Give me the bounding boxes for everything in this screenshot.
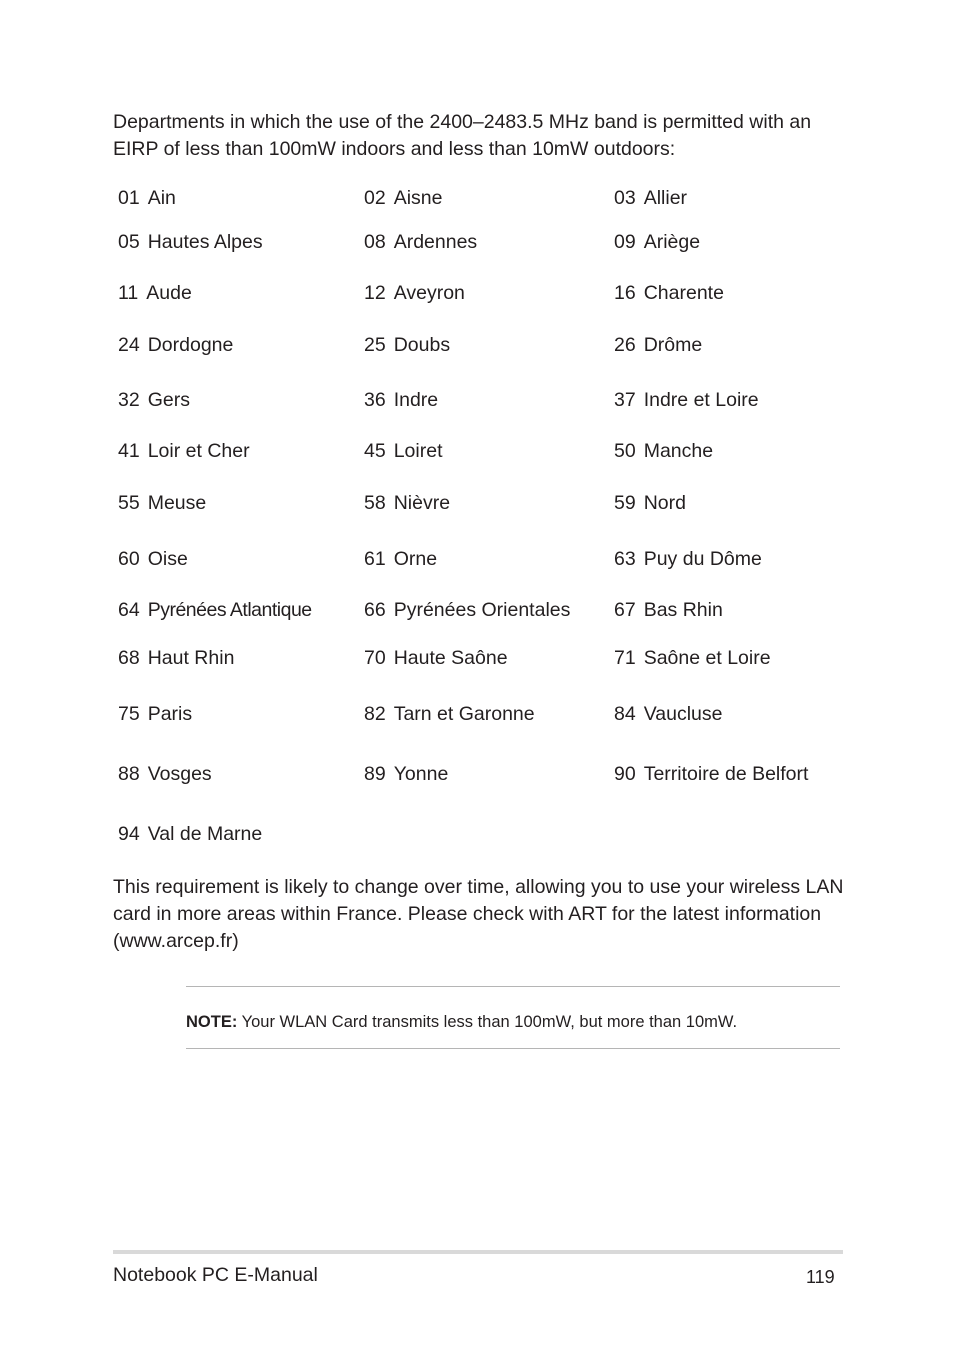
department-name: Pyrénées Atlantique bbox=[147, 599, 312, 621]
department-row bbox=[118, 819, 858, 849]
department-item bbox=[614, 227, 700, 257]
department-item bbox=[614, 183, 687, 213]
department-code: 09 bbox=[614, 231, 636, 253]
department-item bbox=[614, 436, 713, 466]
note-box bbox=[186, 1010, 840, 1034]
department-name: Indre bbox=[393, 389, 439, 411]
department-row bbox=[118, 183, 858, 213]
department-name: Indre et Loire bbox=[643, 389, 759, 411]
department-item bbox=[364, 436, 442, 466]
department-name: Saône et Loire bbox=[643, 647, 771, 669]
department-item bbox=[118, 699, 192, 729]
department-name: Oise bbox=[147, 548, 188, 570]
department-code: 05 bbox=[118, 231, 140, 253]
department-item bbox=[118, 436, 250, 466]
department-code: 89 bbox=[364, 763, 386, 785]
department-item bbox=[118, 183, 176, 213]
department-code: 64 bbox=[118, 599, 140, 621]
department-row bbox=[118, 544, 858, 574]
department-row bbox=[118, 330, 858, 360]
department-item bbox=[614, 278, 724, 308]
department-code: 32 bbox=[118, 389, 140, 411]
department-code: 41 bbox=[118, 440, 140, 462]
department-item bbox=[118, 643, 234, 673]
department-item bbox=[364, 278, 465, 308]
department-name: Nord bbox=[643, 492, 686, 514]
department-item bbox=[118, 227, 263, 257]
department-item bbox=[364, 759, 448, 789]
department-code: 11 bbox=[118, 282, 139, 304]
department-item bbox=[364, 544, 437, 574]
department-code: 90 bbox=[614, 763, 636, 785]
department-name: Ariège bbox=[643, 231, 701, 253]
outro-paragraph: This requirement is likely to change over time, allowing you to use your wireless LAN card in more areas within France. Please check with ART for the latest information (www.arcep.fr) bbox=[113, 876, 844, 952]
department-name: Loir et Cher bbox=[147, 440, 250, 462]
department-name: Haute Saône bbox=[393, 647, 508, 669]
department-code: 70 bbox=[364, 647, 386, 669]
note-bottom-rule bbox=[186, 1048, 840, 1049]
department-name: Manche bbox=[643, 440, 714, 462]
department-name: Meuse bbox=[147, 492, 207, 514]
department-code: 60 bbox=[118, 548, 140, 570]
department-name: Vaucluse bbox=[643, 703, 723, 725]
department-code: 25 bbox=[364, 334, 386, 356]
department-item bbox=[614, 643, 771, 673]
department-item bbox=[364, 488, 450, 518]
department-row bbox=[118, 759, 858, 789]
department-name: Pyrénées Orientales bbox=[393, 599, 571, 621]
note-top-rule bbox=[186, 986, 840, 987]
department-code: 01 bbox=[118, 187, 140, 209]
department-code: 37 bbox=[614, 389, 636, 411]
department-item bbox=[118, 544, 188, 574]
department-name: Yonne bbox=[393, 763, 449, 785]
department-item bbox=[614, 595, 723, 625]
department-name: Territoire de Belfort bbox=[643, 763, 809, 785]
department-item bbox=[614, 699, 722, 729]
department-name: Val de Marne bbox=[147, 823, 263, 845]
department-name: Orne bbox=[393, 548, 438, 570]
department-row bbox=[118, 595, 858, 625]
department-code: 08 bbox=[364, 231, 386, 253]
department-name: Nièvre bbox=[393, 492, 451, 514]
department-item bbox=[118, 819, 262, 849]
department-name: Bas Rhin bbox=[643, 599, 723, 621]
department-code: 55 bbox=[118, 492, 140, 514]
department-code: 26 bbox=[614, 334, 636, 356]
department-item bbox=[118, 595, 312, 625]
department-row bbox=[118, 699, 858, 729]
footer-title: Notebook PC E-Manual bbox=[113, 1264, 318, 1286]
department-item bbox=[614, 385, 759, 415]
department-name: Dordogne bbox=[147, 334, 234, 356]
department-row bbox=[118, 227, 858, 257]
department-item bbox=[614, 488, 686, 518]
department-name: Paris bbox=[147, 703, 193, 725]
department-name: Ain bbox=[147, 187, 176, 209]
department-item bbox=[614, 544, 762, 574]
department-name: Allier bbox=[643, 187, 688, 209]
department-item bbox=[118, 759, 212, 789]
department-code: 82 bbox=[364, 703, 386, 725]
department-item bbox=[118, 330, 233, 360]
footer-rule bbox=[113, 1250, 843, 1254]
department-code: 66 bbox=[364, 599, 386, 621]
department-item bbox=[364, 699, 535, 729]
department-row bbox=[118, 278, 858, 308]
department-code: 12 bbox=[364, 282, 386, 304]
department-row bbox=[118, 488, 858, 518]
department-row bbox=[118, 436, 858, 466]
department-code: 58 bbox=[364, 492, 386, 514]
department-name: Vosges bbox=[147, 763, 212, 785]
department-item bbox=[364, 385, 438, 415]
department-code: 84 bbox=[614, 703, 636, 725]
department-item bbox=[118, 488, 206, 518]
department-item bbox=[364, 595, 570, 625]
department-code: 36 bbox=[364, 389, 386, 411]
department-name: Tarn et Garonne bbox=[393, 703, 535, 725]
department-code: 16 bbox=[614, 282, 636, 304]
department-row bbox=[118, 643, 858, 673]
department-item bbox=[614, 759, 808, 789]
note-label: NOTE: bbox=[186, 1013, 238, 1031]
department-item bbox=[364, 643, 508, 673]
department-item bbox=[364, 183, 442, 213]
department-code: 88 bbox=[118, 763, 140, 785]
department-name: Gers bbox=[147, 389, 190, 411]
department-code: 94 bbox=[118, 823, 140, 845]
department-code: 24 bbox=[118, 334, 140, 356]
note-text: Your WLAN Card transmits less than 100mW, but more than 10mW. bbox=[237, 1013, 738, 1031]
department-code: 61 bbox=[364, 548, 386, 570]
department-code: 71 bbox=[614, 647, 636, 669]
department-code: 50 bbox=[614, 440, 636, 462]
department-name: Puy du Dôme bbox=[643, 548, 762, 570]
department-code: 03 bbox=[614, 187, 636, 209]
department-name: Aveyron bbox=[393, 282, 465, 304]
department-item bbox=[118, 385, 190, 415]
department-row bbox=[118, 385, 858, 415]
department-item bbox=[364, 330, 450, 360]
department-name: Haut Rhin bbox=[147, 647, 235, 669]
department-name: Hautes Alpes bbox=[147, 231, 263, 253]
department-name: Ardennes bbox=[393, 231, 478, 253]
department-item bbox=[614, 330, 702, 360]
department-name: Loiret bbox=[393, 440, 443, 462]
page-number: 119 bbox=[806, 1267, 835, 1287]
department-item bbox=[118, 278, 192, 308]
department-name: Doubs bbox=[393, 334, 451, 356]
department-name: Aisne bbox=[393, 187, 443, 209]
intro-paragraph: Departments in which the use of the 2400–2483.5 MHz band is permitted with an EIRP of less than 100mW indoors and less than 10mW outdoors: bbox=[113, 111, 812, 160]
department-name: Aude bbox=[146, 282, 192, 304]
department-code: 67 bbox=[614, 599, 636, 621]
department-name: Drôme bbox=[643, 334, 703, 356]
department-code: 75 bbox=[118, 703, 140, 725]
department-name: Charente bbox=[643, 282, 724, 304]
department-code: 02 bbox=[364, 187, 386, 209]
department-code: 59 bbox=[614, 492, 636, 514]
department-item bbox=[364, 227, 477, 257]
department-code: 45 bbox=[364, 440, 386, 462]
department-code: 63 bbox=[614, 548, 636, 570]
department-code: 68 bbox=[118, 647, 140, 669]
